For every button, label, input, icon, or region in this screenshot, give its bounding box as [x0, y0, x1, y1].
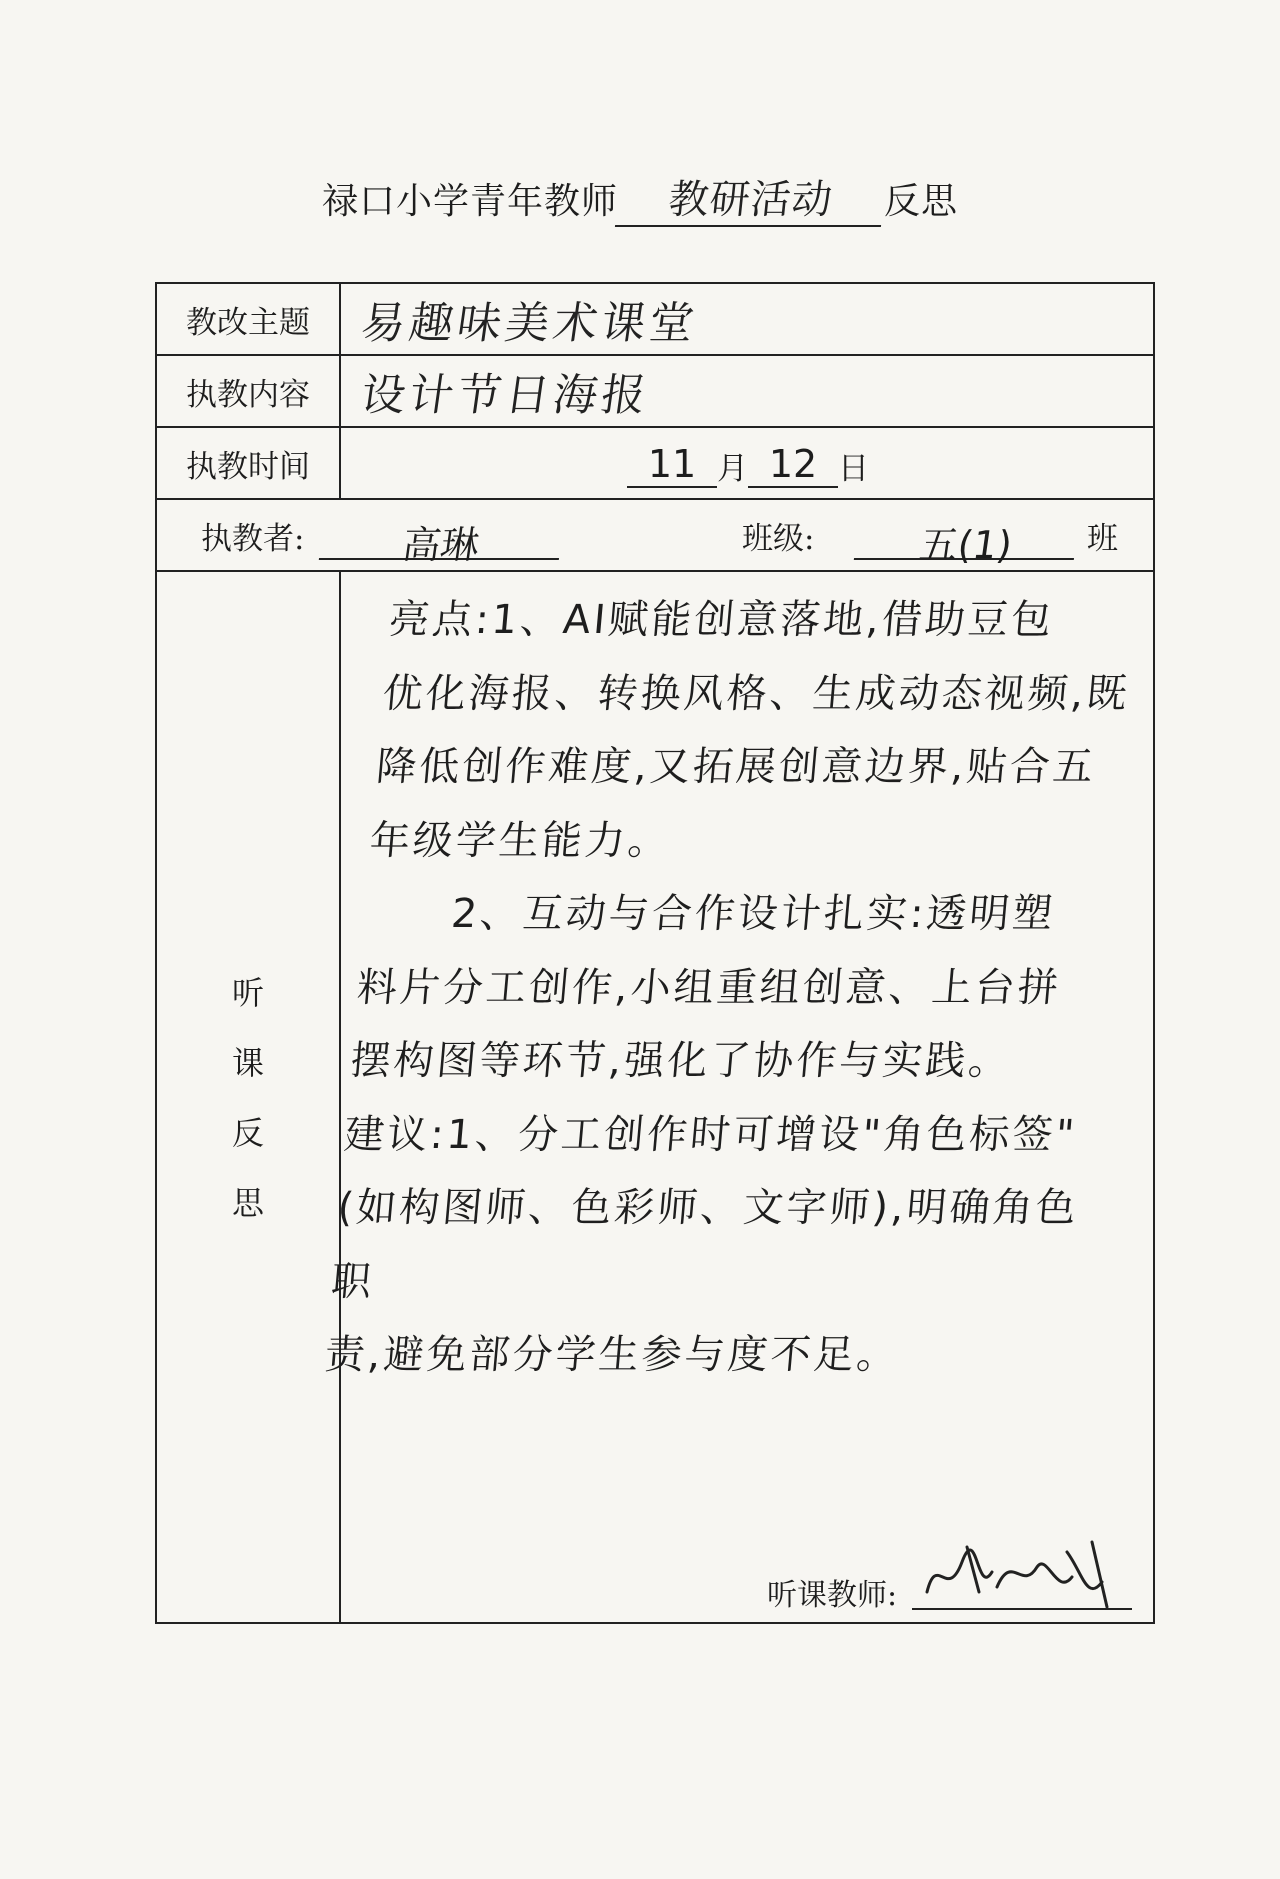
class-value: 五(1)	[854, 514, 1080, 560]
content-label: 执教内容	[157, 356, 341, 426]
teacher-class-row	[157, 500, 1153, 572]
reflection-line: (如构图师、色彩师、文字师),明确角色职	[329, 1185, 1081, 1305]
listener-signature-area	[767, 1544, 897, 1614]
title-suffix: 反思	[884, 181, 959, 222]
reflection-line: 建议:1、分工创作时可增设"角色标签"	[342, 1111, 1079, 1158]
title-prefix: 禄口小学青年教师	[321, 181, 618, 222]
day-unit: 日	[838, 451, 869, 487]
content-row	[157, 356, 1153, 428]
theme-value: 易趣味美术课堂	[357, 298, 701, 349]
form-title	[0, 168, 1280, 227]
reflection-label-char: 听	[231, 974, 264, 1012]
handwritten-signature-icon	[917, 1532, 1127, 1612]
content-value: 设计节日海报	[357, 370, 653, 421]
reflection-line: 责,避免部分学生参与度不足。	[322, 1332, 902, 1378]
class-label: 班级:	[742, 520, 815, 557]
listener-label: 听课教师:	[767, 1578, 898, 1613]
month-value: 11	[627, 442, 717, 488]
reflection-form-table	[155, 282, 1155, 1624]
time-row	[157, 428, 1153, 500]
reflection-line: 优化海报、转换风格、生成动态视频,既	[380, 670, 1132, 717]
reflection-label-char: 思	[231, 1184, 264, 1222]
reflection-label-char: 反	[231, 1114, 264, 1152]
reflection-line: 年级学生能力。	[367, 817, 673, 864]
reflection-label-char: 课	[231, 1044, 264, 1082]
teacher-value: 高琳	[319, 514, 565, 560]
month-unit: 月	[717, 451, 748, 487]
reflection-label	[157, 572, 341, 1624]
reflection-line: 亮点:1、AI赋能创意落地,借助豆包	[387, 597, 1057, 643]
date-value	[627, 428, 869, 498]
reflection-line: 摆构图等环节,强化了协作与实践。	[348, 1038, 1014, 1084]
time-label: 执教时间	[157, 428, 341, 498]
class-unit: 班	[1087, 520, 1118, 557]
reflection-text	[322, 584, 1173, 1393]
theme-label: 教改主题	[157, 284, 341, 354]
reflection-line: 降低创作难度,又拓展创意边界,贴合五	[374, 744, 1098, 790]
title-handwritten-fill: 教研活动	[615, 168, 887, 227]
reflection-line: 2、互动与合作设计扎实:透明塑	[449, 891, 1058, 937]
day-value: 12	[748, 442, 838, 488]
reflection-line: 料片分工创作,小组重组创意、上台拼	[355, 964, 1063, 1011]
theme-row	[157, 284, 1153, 356]
teacher-label: 执教者:	[201, 520, 305, 557]
